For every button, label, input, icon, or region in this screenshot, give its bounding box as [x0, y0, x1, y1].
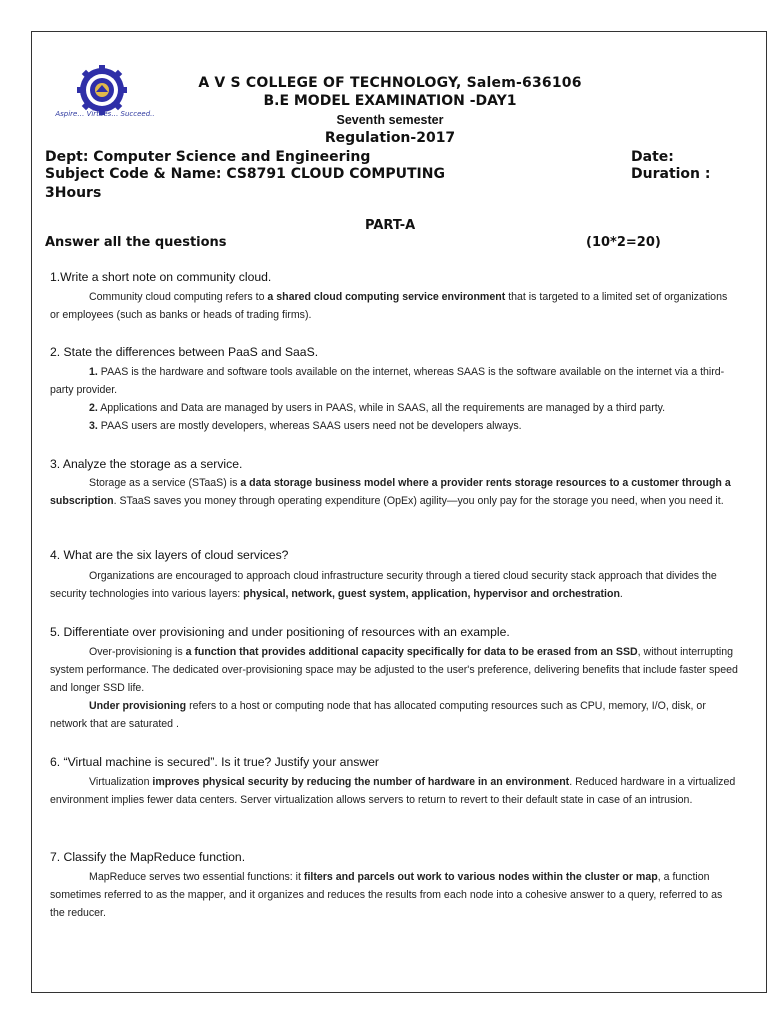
- answer-paragraph: Over-provisioning is a function that provides additional capacity specifically for data to be erased from an SSD, without interrupting system performance. The dedicated over-provisioning space may be adjusted to the user's preference, delivering benefits that include faster speed and longer SSD life.: [50, 646, 738, 694]
- duration-value: 3Hours: [45, 185, 102, 201]
- question-1: 1.Write a short note on community cloud.: [50, 270, 272, 284]
- department: Dept: Computer Science and Engineering: [45, 149, 371, 165]
- section-title: PART-A: [365, 218, 416, 233]
- regulation: Regulation-2017: [324, 130, 456, 146]
- answer-6: [50, 773, 738, 809]
- question-6: 6. “Virtual machine is secured”. Is it true? Justify your answer: [50, 755, 379, 769]
- section-instruction: Answer all the questions: [45, 235, 227, 250]
- question-7: 7. Classify the MapReduce function.: [50, 850, 246, 864]
- answer-paragraph: Under provisioning refers to a host or computing node that has allocated computing resources such as CPU, memory, I/O, disk, or network that are saturated .: [50, 700, 706, 730]
- subject-code-name: Subject Code & Name: CS8791 CLOUD COMPUTING: [45, 166, 445, 182]
- duration-label: Duration :: [631, 166, 711, 182]
- exam-title: B.E MODEL EXAMINATION -DAY1: [263, 93, 517, 109]
- answer-7: [50, 868, 738, 922]
- answer-paragraph: Storage as a service (STaaS) is a data storage business model where a provider rents storage resources to a customer through a subscription. STaaS saves you money through operating expenditure (OpEx) agility—you only pay for the storage you need, when you need it.: [50, 477, 731, 507]
- answer-paragraph: 1. PAAS is the hardware and software tools available on the internet, whereas SAAS is the software available on the internet via a third-party provider.: [50, 366, 725, 396]
- question-3: 3. Analyze the storage as a service.: [50, 457, 243, 471]
- section-marks: (10*2=20): [586, 235, 661, 250]
- question-2: 2. State the differences between PaaS and SaaS.: [50, 345, 319, 359]
- answer-1: [50, 288, 738, 324]
- answer-paragraph: 2. Applications and Data are managed by users in PAAS, while in SAAS, all the requirements are managed by a third party.: [89, 402, 666, 414]
- logo-caption: Aspire… Virtues… Succeed..: [55, 110, 155, 118]
- answer-paragraph: Organizations are encouraged to approach cloud infrastructure security through a tiered cloud security stack approach that divides the security technologies into various layers: physical, network, guest system, application, hypervisor and orchestration.: [50, 570, 717, 600]
- answer-paragraph: 3. PAAS users are mostly developers, whereas SAAS users need not be developers always.: [89, 420, 522, 432]
- answer-paragraph: MapReduce serves two essential functions: it filters and parcels out work to various nodes within the cluster or map, a function sometimes referred to as the mapper, and it organizes and reduces the results from each node into a cohesive answer to a query, referred to as the reducer.: [50, 871, 723, 919]
- answer-5: [50, 643, 738, 733]
- answer-4: [50, 567, 738, 603]
- answer-3: [50, 474, 738, 510]
- college-name: A V S COLLEGE OF TECHNOLOGY, Salem-636106: [198, 75, 582, 91]
- answer-paragraph: Virtualization improves physical security by reducing the number of hardware in an environment. Reduced hardware in a virtualized environment implies fewer data centers. Server virtualization allows servers to return to revert to their default state in case of an intrusion.: [50, 776, 736, 806]
- date-label: Date:: [631, 149, 674, 165]
- semester: Seventh semester: [336, 113, 444, 127]
- answer-paragraph: Community cloud computing refers to a shared cloud computing service environment that is targeted to a limited set of organizations or employees (such as banks or heads of trading firms).: [50, 291, 728, 321]
- question-4: 4. What are the six layers of cloud services?: [50, 548, 289, 562]
- question-5: 5. Differentiate over provisioning and under positioning of resources with an example.: [50, 625, 510, 639]
- answer-2: [50, 363, 738, 435]
